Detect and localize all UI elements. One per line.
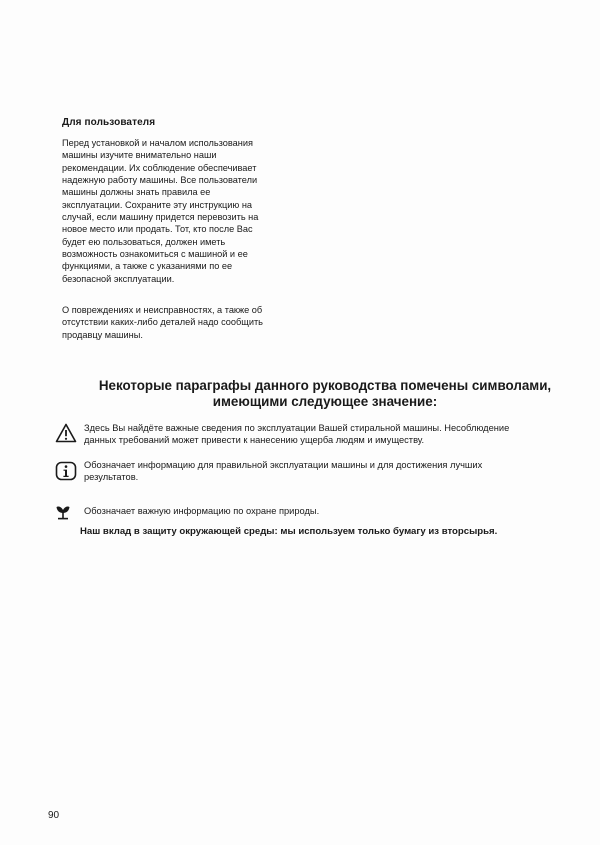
text-line: надежную работу машины. Все пользователи [62, 175, 258, 186]
intro-paragraph [62, 137, 298, 285]
user-intro [62, 137, 298, 360]
section-title: Для пользователя [62, 117, 156, 128]
text-line: машины изучите внимательно наши [62, 150, 217, 161]
text-line: Обозначает информацию для правильной эксплуатации машины и для достижения лучших [84, 460, 483, 470]
text-line: функциями, а также с указаниями по ее [62, 261, 233, 272]
heading-line: Некоторые параграфы данного руководства помечены символами, [98, 378, 552, 393]
warning-triangle-icon [55, 423, 77, 448]
text-line: случай, если машину придется перевозить на [62, 212, 259, 223]
text-line: машины должны знать правила ее [62, 187, 211, 198]
text-line: рекомендации. Их соблюдение обеспечивает [62, 162, 257, 173]
text-line: О повреждениях и неисправностях, а также об [62, 305, 263, 316]
info-text [84, 460, 569, 483]
heading-line: имеющими следующее значение: [212, 393, 438, 409]
text-line: новое место или продать. Тот, кто после Вас [62, 224, 253, 235]
text-line: продавцу машины. [62, 329, 143, 340]
symbols-heading [90, 378, 560, 409]
text-line: безопасной эксплуатации. [62, 273, 175, 284]
warning-text [84, 423, 569, 446]
text-line: будет ею пользоваться, должен иметь [62, 236, 226, 247]
text-line: эксплуатации. Сохраните эту инструкцию на [62, 199, 253, 210]
info-icon [55, 461, 77, 486]
text-line: результатов. [84, 471, 139, 482]
text-line: Здесь Вы найдёте важные сведения по эксплуатации Вашей стиральной машины. Несоблюдение [84, 423, 510, 433]
damage-report-paragraph [62, 304, 298, 341]
text-line: Обозначает важную информацию по охране природы. [84, 506, 320, 516]
text-line: возможность ознакомиться с машиной и ее [62, 249, 248, 260]
text-line: Перед установкой и началом использования [62, 138, 253, 148]
eco-note: Наш вклад в защиту окружающей среды: мы используем только бумагу из вторсырья. [80, 526, 498, 537]
page-number: 90 [48, 810, 60, 821]
text-line: отсутствии каких-либо деталей надо сообщить [62, 317, 263, 328]
text-line: данных требований может привести к нанесению ущерба людям и имуществу. [84, 434, 425, 445]
environment-text [84, 506, 569, 518]
eco-leaf-icon [55, 504, 71, 525]
